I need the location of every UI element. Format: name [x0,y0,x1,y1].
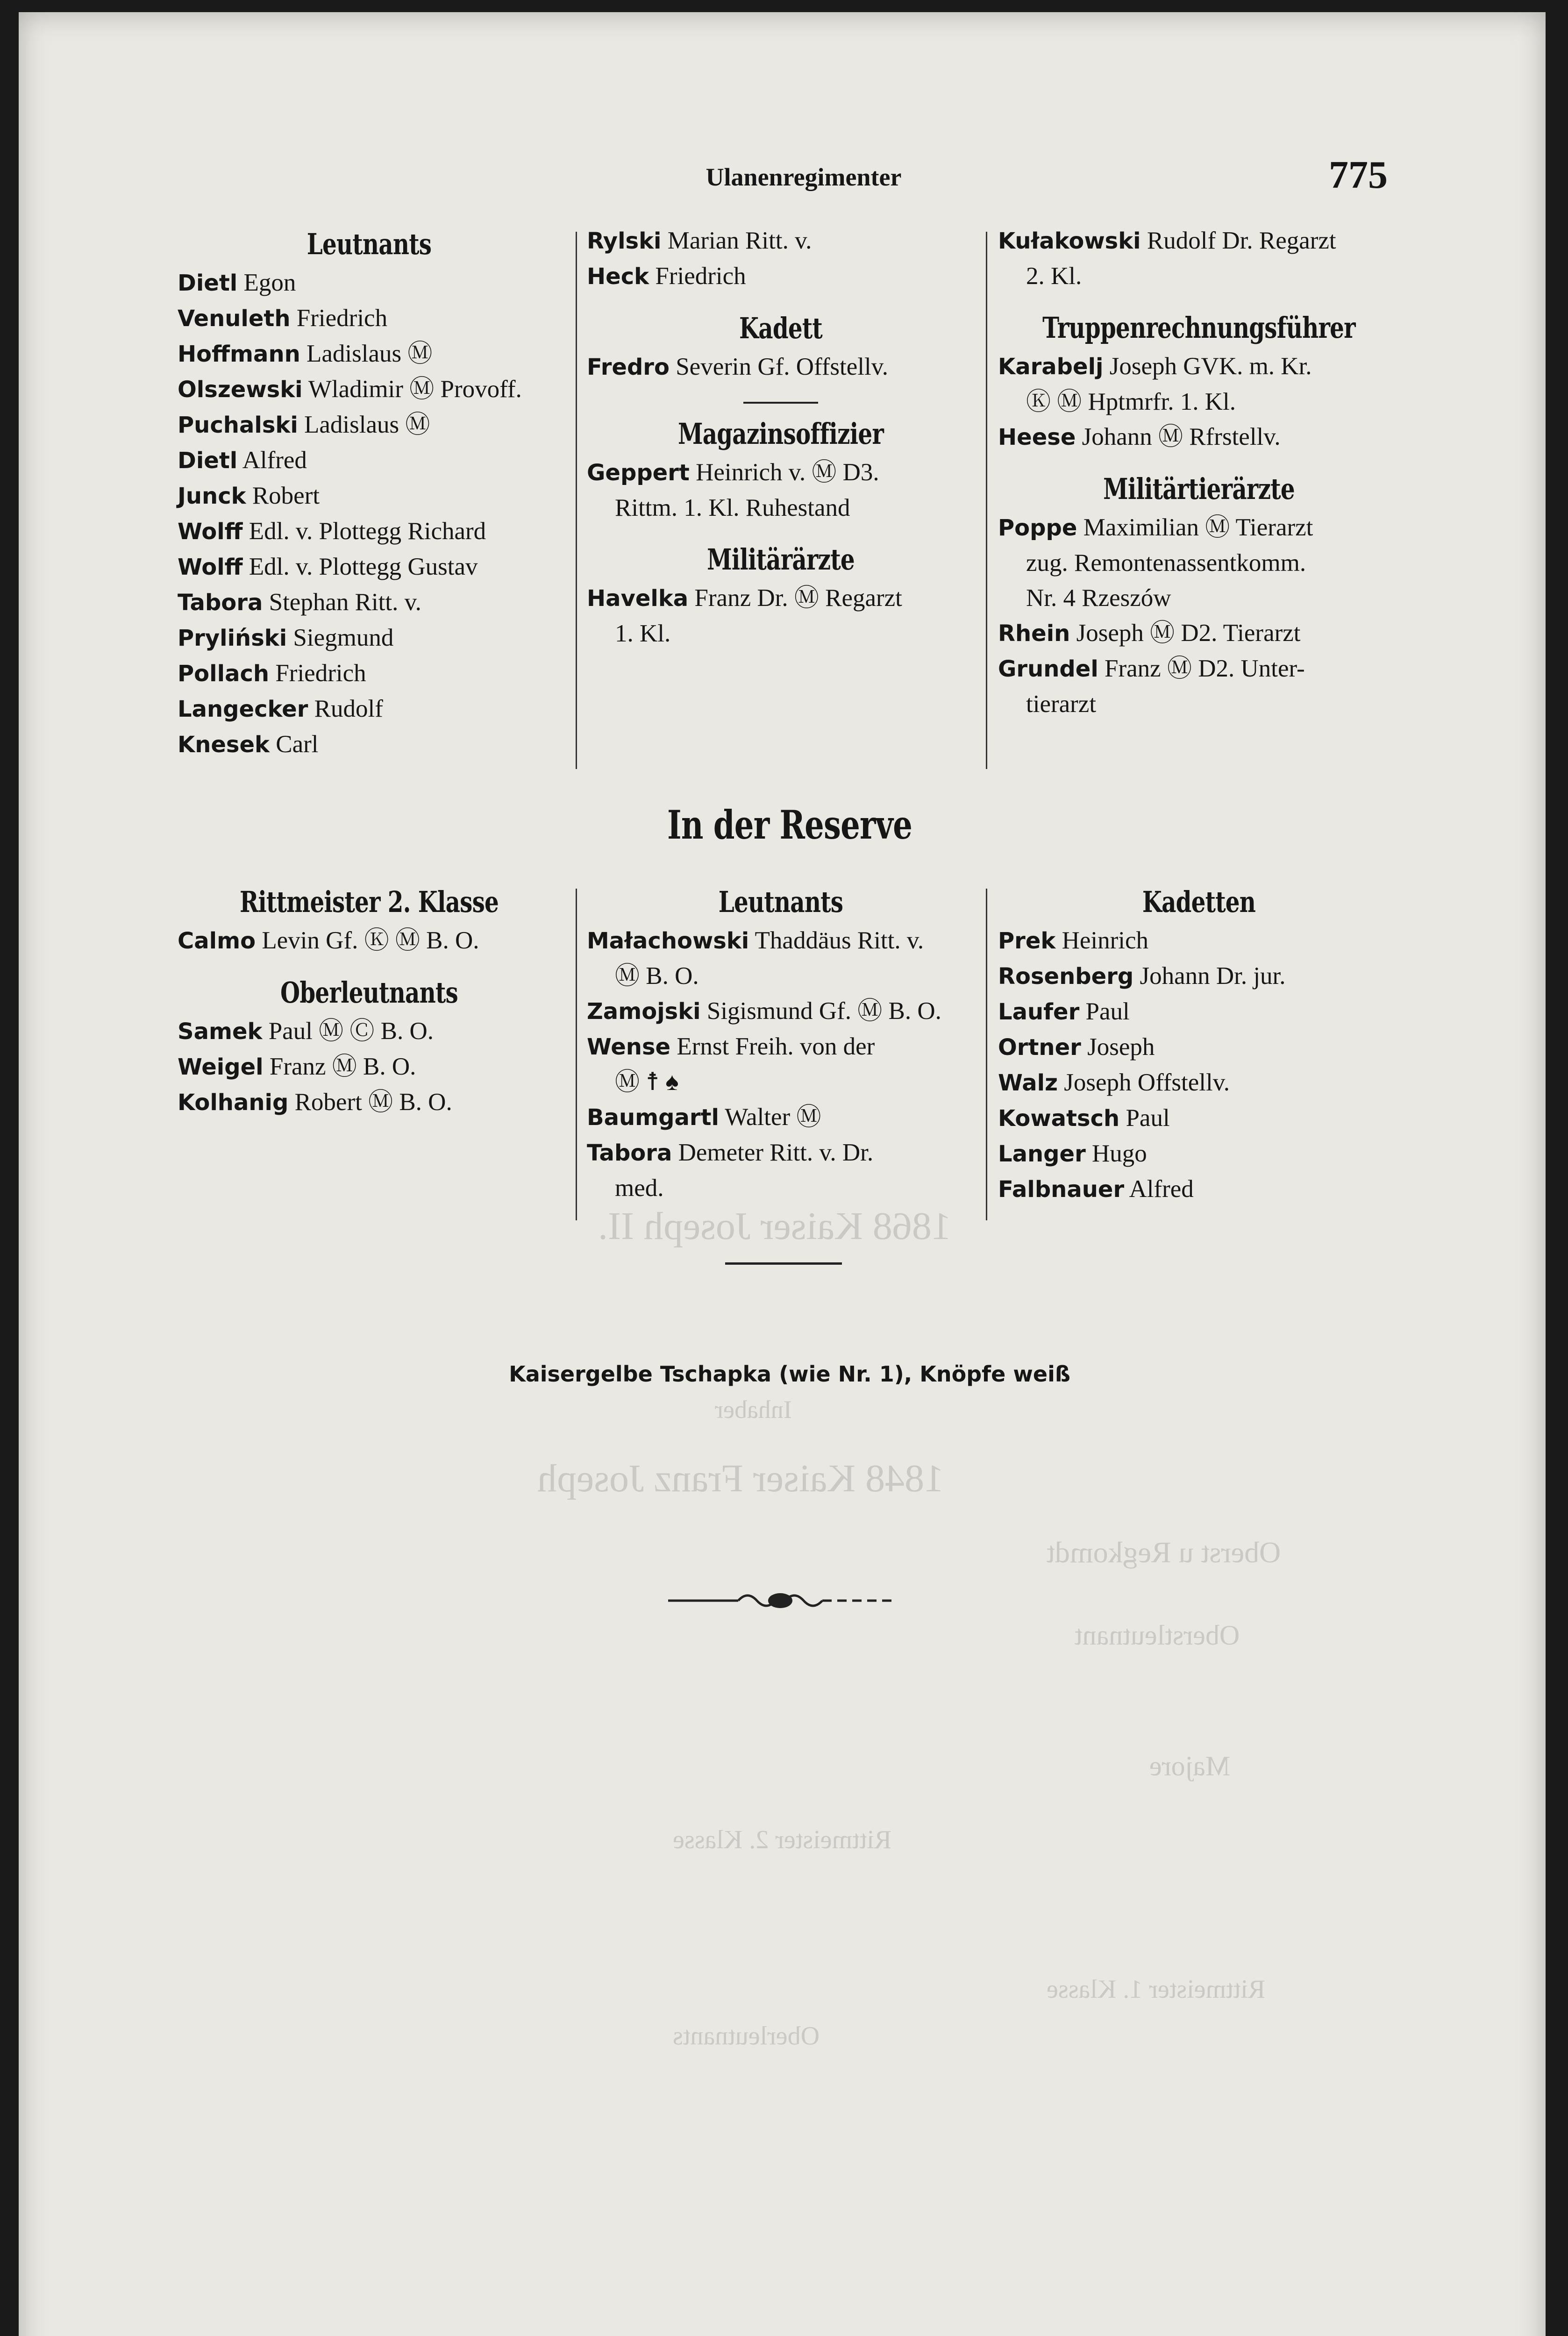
entry-detail: Rittm. 1. Kl. Ruhestand [615,494,850,521]
entry-detail: Paul [1126,1104,1170,1132]
entry-detail: Ⓜ B. O. [615,962,699,990]
list-item [998,994,1400,1030]
surname: Rosenberg [998,963,1134,990]
surname: Poppe [998,515,1077,541]
surname: Tabora [587,1140,672,1166]
running-title: Ulanenregimenter [706,163,902,191]
heading-rittmeister: Rittmeister 2. Klasse [239,885,499,919]
list-item [998,259,1400,294]
entry-detail: Heinrich v. Ⓜ D3. [696,459,879,486]
surname: Falbnauer [998,1176,1125,1203]
list-rows-top [998,223,1400,294]
heading-reserve-leutnants: Leutnants [718,885,843,919]
column-middle [587,223,975,651]
entry-detail: Rudolf Dr. Regarzt [1147,227,1336,254]
heading-leutnants: Leutnants [306,227,432,261]
list-item [587,581,975,616]
entry-detail: med. [615,1175,664,1202]
page-number: 775 [1329,153,1388,197]
entry-detail: Marian Ritt. v. [667,227,812,254]
entry-detail: Friedrich [296,305,388,332]
list-militaeraerzte [587,581,975,651]
list-item [587,259,975,294]
list-item [998,1172,1400,1207]
list-item [178,1085,561,1120]
entry-detail: Carl [276,731,319,758]
entry-detail: zug. Remontenassentkomm. [1026,549,1306,577]
surname: Wense [587,1034,671,1060]
list-item [178,1049,561,1085]
entry-detail: Franz Ⓜ D2. Unter- [1105,655,1305,682]
list-item [587,1065,975,1100]
surname: Kułakowski [998,228,1141,254]
entry-detail: 1. Kl. [615,620,671,647]
reserve-column-left [178,881,561,1120]
surname: Dietl [178,270,238,296]
column-leutnants [178,223,561,762]
surname: Kowatsch [998,1105,1120,1132]
heading-kadett: Kadett [739,311,822,345]
list-item [178,336,561,372]
uniform-note: Kaisergelbe Tschapka (wie Nr. 1), Knöpfe weiß [509,1361,1070,1387]
entry-detail: Walter Ⓜ [725,1104,821,1131]
entry-detail: Paul Ⓜ Ⓒ B. O. [268,1018,434,1045]
list-item [178,656,561,691]
column-divider [576,889,577,1220]
entry-detail: Nr. 4 Rzeszów [1026,584,1171,612]
list-item [178,478,561,514]
list-item [587,959,975,994]
list-item [998,420,1400,455]
entry-detail: Franz Ⓜ B. O. [269,1053,416,1080]
list-item [587,491,975,526]
list-kadett [587,349,975,385]
surname: Rylski [587,228,662,254]
list-item [998,687,1400,722]
entry-detail: Joseph GVK. m. Kr. [1109,353,1312,380]
list-item [178,620,561,656]
surname: Baumgartl [587,1104,719,1131]
show-through-line: Rittmeister 2. Klasse [673,1825,892,1854]
show-through-line: Oberstleutnant [1075,1620,1240,1651]
surname: Laufer [998,999,1080,1025]
entry-detail: Ⓚ Ⓜ Hptmrfr. 1. Kl. [1026,388,1236,415]
surname: Langecker [178,696,308,722]
surname: Ortner [998,1034,1081,1061]
surname: Dietl [178,448,238,474]
surname: Rhein [998,620,1070,647]
entry-detail: Edl. v. Plottegg Richard [249,518,486,545]
list-item [178,301,561,336]
list-item [178,265,561,301]
entry-detail: Heinrich [1062,927,1149,954]
list-item [587,455,975,491]
column-divider [576,232,577,769]
show-through-line: Inhaber [715,1396,792,1424]
list-item [998,616,1400,651]
reserve-column-right [998,881,1400,1207]
section-title-reserve: In der Reserve [667,802,912,848]
entry-detail: Siegmund [293,624,394,651]
entry-detail: Ladislaus Ⓜ [306,340,433,367]
list-item [998,223,1400,259]
entry-detail: Alfred [242,447,307,474]
list-item [587,994,975,1029]
entry-detail: Joseph Offstellv. [1064,1069,1230,1096]
entry-detail: 2. Kl. [1026,263,1082,290]
entry-detail: Thaddäus Ritt. v. [755,927,924,954]
list-kadetten [998,923,1400,1207]
entry-detail: Paul [1085,998,1130,1025]
entry-detail: Joseph Ⓜ D2. Tierarzt [1076,620,1301,647]
list-item [998,651,1400,687]
heading-oberleutnants: Oberleutnants [280,976,458,1010]
list-item [587,1100,975,1135]
surname: Olszewski [178,377,303,403]
entry-detail: Ⓜ ☨ ♠ [615,1068,679,1096]
list-item [998,1065,1400,1101]
surname: Małachowski [587,928,749,954]
entry-detail: Egon [243,269,296,296]
section-rule [743,402,818,404]
list-oberleutnants [178,1014,561,1120]
heading-magazinsoffizier: Magazinsoffizier [677,417,884,451]
surname: Pollach [178,661,270,687]
list-item [178,691,561,727]
entry-detail: Sigismund Gf. Ⓜ B. O. [706,997,941,1025]
list-item [998,1101,1400,1136]
surname: Tabora [178,590,263,616]
surname: Calmo [178,928,256,954]
list-magazinsoffizier [587,455,975,526]
list-item [178,549,561,585]
list-item [998,959,1400,994]
show-through-line: Rittmeister 1. Klasse [1047,1975,1266,2004]
surname: Fredro [587,354,670,380]
page [19,12,1546,2336]
list-item [587,923,975,959]
list-item [178,585,561,620]
entry-detail: Johann Ⓜ Rfrstellv. [1082,423,1281,450]
entry-detail: Wladimir Ⓜ Provoff. [308,376,522,403]
entry-detail: Stephan Ritt. v. [269,589,421,616]
list-item [587,1029,975,1065]
heading-kadetten: Kadetten [1142,885,1256,919]
list-item [178,407,561,443]
list-item [998,546,1400,581]
list-item [998,1136,1400,1172]
show-through-title: 1848 Kaiser Franz Joseph [537,1457,944,1500]
column-divider [986,889,987,1220]
surname: Heck [587,264,649,290]
entry-detail: Friedrich [655,263,746,290]
surname: Kolhanig [178,1090,289,1116]
entry-detail: Alfred [1129,1175,1194,1203]
surname: Prek [998,928,1056,954]
list-item [178,1014,561,1049]
surname: Wolff [178,519,243,545]
surname: Junck [178,483,246,509]
surname: Puchalski [178,412,298,438]
surname: Heese [998,424,1076,450]
surname: Karabelj [998,354,1104,380]
surname: Geppert [587,460,690,486]
list-item [998,385,1400,420]
list-rows-top [587,223,975,294]
entry-detail: Demeter Ritt. v. Dr. [678,1139,874,1166]
heading-militaeraerzte: Militärärzte [707,542,855,577]
list-item [178,443,561,478]
surname: Venuleth [178,306,291,332]
surname: Grundel [998,656,1098,682]
entry-detail: Levin Gf. Ⓚ Ⓜ B. O. [262,927,479,954]
list-item [998,1030,1400,1065]
entry-detail: Maximilian Ⓜ Tierarzt [1083,514,1313,541]
entry-detail: Joseph [1087,1033,1155,1061]
list-item [998,510,1400,546]
surname: Hoffmann [178,341,300,367]
show-through-line: Majore [1149,1751,1231,1781]
list-item [587,223,975,259]
list-militaertieraerzte [998,510,1400,722]
entry-detail: Ernst Freih. von der [677,1033,875,1060]
list-item [998,349,1400,385]
list-item [178,514,561,549]
list-item [587,349,975,385]
list-item [178,372,561,407]
entry-detail: Friedrich [275,660,366,687]
heading-truppenrechnungsfuehrer: Truppenrechnungsführer [1042,311,1355,345]
entry-detail: Robert Ⓜ B. O. [294,1089,452,1116]
heading-militaertieraerzte: Militärtierärzte [1103,472,1295,506]
entry-detail: Franz Dr. Ⓜ Regarzt [694,584,902,612]
show-through-line: Oberleutnants [673,2022,820,2051]
list-reserve-leutnants [587,923,975,1206]
reserve-column-middle [587,881,975,1206]
surname: Weigel [178,1054,264,1080]
list-item [587,1171,975,1206]
surname: Havelka [587,585,689,612]
surname: Wolff [178,554,243,580]
list-item [998,581,1400,616]
show-through-line: 1868 Kaiser Joseph II. [598,1204,951,1248]
entry-detail: Johann Dr. jur. [1140,962,1286,990]
list-item [587,616,975,651]
entry-detail: Severin Gf. Offstellv. [676,353,889,380]
entry-detail: Ladislaus Ⓜ [304,411,430,438]
list-item [587,1135,975,1171]
list-rittmeister [178,923,561,959]
closing-rule [725,1262,842,1265]
list-item [178,727,561,762]
list-truppenrechnungsfuehrer [998,349,1400,455]
ornament-divider [668,1587,892,1615]
surname: Knesek [178,732,270,758]
list-leutnants [178,265,561,762]
surname: Langer [998,1141,1086,1167]
list-item [998,923,1400,959]
entry-detail: Edl. v. Plottegg Gustav [249,553,478,580]
surname: Zamojski [587,998,701,1025]
entry-detail: Rudolf [314,695,383,722]
show-through-line: Oberst u Regkomdt [1047,1536,1281,1569]
entry-detail: Robert [252,482,320,509]
column-divider [986,232,987,769]
entry-detail: Hugo [1091,1140,1147,1167]
surname: Pryliński [178,625,287,651]
column-right [998,223,1400,722]
surname: Walz [998,1070,1058,1096]
entry-detail: tierarzt [1026,691,1097,718]
list-item [178,923,561,959]
surname: Samek [178,1018,263,1045]
